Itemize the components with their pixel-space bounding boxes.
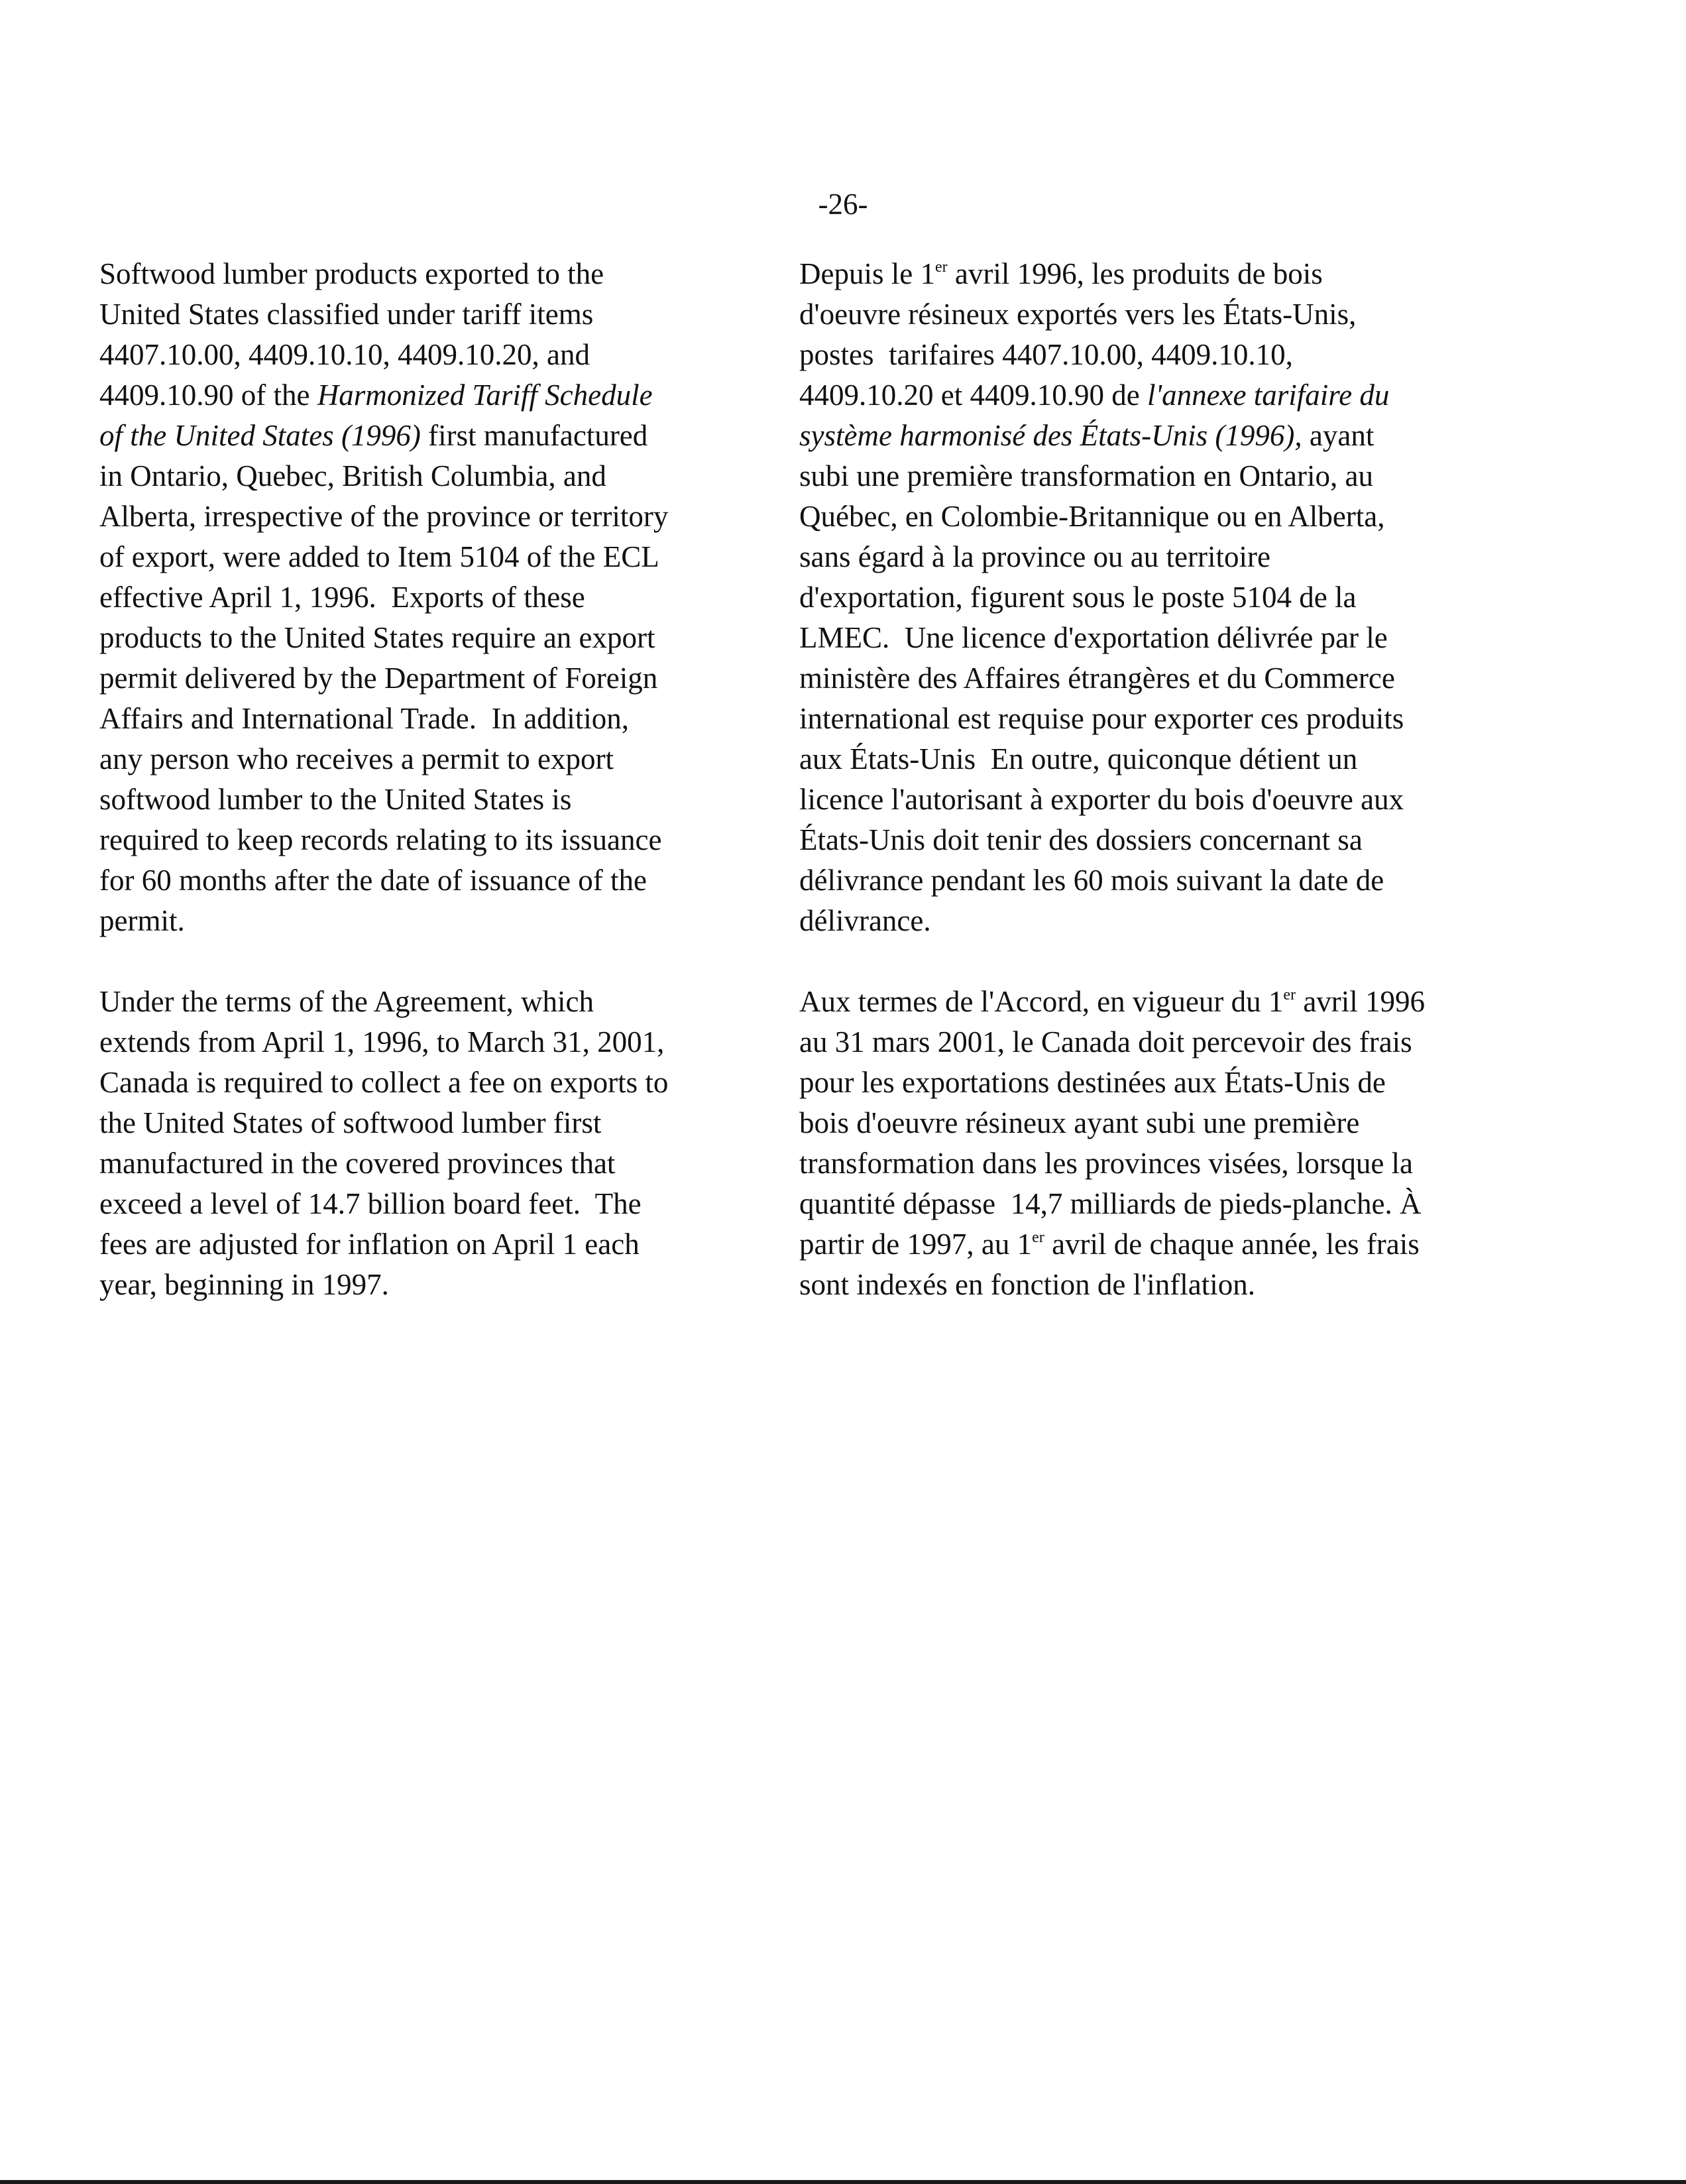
text-line [99, 1265, 749, 1305]
text-run: products to the United States require an export [99, 621, 655, 654]
ordinal-superscript: er [1032, 1229, 1044, 1246]
text-line [799, 335, 1508, 375]
text-line [799, 901, 1508, 941]
text-run: year, beginning in 1997. [99, 1268, 389, 1301]
text-line [799, 1022, 1508, 1063]
french-paragraph-permit [799, 254, 1508, 941]
text-run: bois d'oeuvre résineux ayant subi une première [799, 1106, 1360, 1139]
text-run: LMEC. Une licence d'exportation délivrée par le [799, 621, 1388, 654]
text-line [99, 739, 749, 779]
text-line [799, 860, 1508, 901]
text-line [799, 739, 1508, 779]
text-line [799, 982, 1508, 1022]
text-run: avril 1996 [1296, 985, 1426, 1018]
text-run: ayant [1302, 419, 1375, 452]
text-run: the United States of softwood lumber first [99, 1106, 602, 1139]
text-run: d'exportation, figurent sous le poste 5104 de la [799, 581, 1357, 614]
english-paragraph-agreement [99, 982, 749, 1305]
text-run: softwood lumber to the United States is [99, 783, 572, 816]
text-line [799, 456, 1508, 496]
text-run: États-Unis doit tenir des dossiers concernant sa [799, 823, 1363, 856]
text-run: of export, were added to Item 5104 of the ECL [99, 540, 659, 573]
italic-title: l'annexe tarifaire du [1147, 378, 1390, 412]
text-run: pour les exportations destinées aux États-Unis de [799, 1066, 1386, 1099]
text-line [99, 1063, 749, 1103]
text-line [799, 1224, 1508, 1265]
text-run: in Ontario, Quebec, British Columbia, and [99, 459, 606, 492]
text-line [799, 1103, 1508, 1143]
text-line [799, 820, 1508, 860]
text-run: permit delivered by the Department of Foreign [99, 661, 658, 695]
text-line [799, 496, 1508, 537]
text-run: partir de 1997, au 1 [799, 1228, 1033, 1261]
text-line [99, 779, 749, 820]
text-line [99, 375, 749, 416]
ordinal-superscript: er [934, 259, 948, 276]
text-run: for 60 months after the date of issuance of the [99, 864, 647, 897]
text-line [799, 1184, 1508, 1224]
text-line [799, 779, 1508, 820]
italic-title: système harmonisé des États-Unis (1996), [799, 419, 1302, 452]
ordinal-superscript: er [1283, 986, 1296, 1004]
text-line [99, 254, 749, 294]
text-run: avril 1996, les produits de bois [947, 257, 1323, 290]
text-line [799, 699, 1508, 739]
text-run: délivrance. [799, 904, 931, 937]
text-run: 4409.10.90 of the [99, 378, 317, 412]
text-line [99, 335, 749, 375]
text-line [799, 537, 1508, 577]
text-run: Aux termes de l'Accord, en vigueur du 1 [799, 985, 1284, 1018]
french-column [799, 254, 1508, 1305]
text-run: délivrance pendant les 60 mois suivant la date de [799, 864, 1384, 897]
text-line [799, 577, 1508, 618]
text-run: avril de chaque année, les frais [1044, 1228, 1420, 1261]
text-line [99, 860, 749, 901]
text-line [99, 1022, 749, 1063]
text-run: Depuis le 1 [799, 257, 935, 290]
text-line [799, 1265, 1508, 1305]
bottom-border-line [0, 2180, 1686, 2184]
text-line [799, 375, 1508, 416]
text-run: quantité dépasse 14,7 milliards de pieds-planche. À [799, 1187, 1422, 1220]
text-line [799, 658, 1508, 699]
italic-title: of the United States (1996) [99, 419, 421, 452]
text-run: Affairs and International Trade. In addition, [99, 702, 629, 735]
text-run: sont indexés en fonction de l'inflation. [799, 1268, 1255, 1301]
text-run: fees are adjusted for inflation on April 1 each [99, 1228, 640, 1261]
text-line [99, 496, 749, 537]
text-line [99, 577, 749, 618]
text-run: permit. [99, 904, 185, 937]
text-run: 4407.10.00, 4409.10.10, 4409.10.20, and [99, 338, 590, 371]
text-run: subi une première transformation en Ontario, au [799, 459, 1373, 492]
text-run: d'oeuvre résineux exportés vers les États-Unis, [799, 298, 1357, 331]
text-run: Québec, en Colombie-Britannique ou en Alberta, [799, 500, 1385, 533]
text-run: Canada is required to collect a fee on exports to [99, 1066, 669, 1099]
text-run: international est requise pour exporter ces produits [799, 702, 1404, 735]
english-column [99, 254, 749, 1305]
text-run: 4409.10.20 et 4409.10.90 de [799, 378, 1147, 412]
text-run: au 31 mars 2001, le Canada doit percevoir des frais [799, 1025, 1412, 1059]
text-line [99, 901, 749, 941]
english-paragraph-permit [99, 254, 749, 941]
text-line [99, 658, 749, 699]
text-run: required to keep records relating to its issuance [99, 823, 662, 856]
text-line [99, 416, 749, 456]
text-line [99, 699, 749, 739]
italic-title: Harmonized Tariff Schedule [317, 378, 653, 412]
text-run: transformation dans les provinces visées, lorsque la [799, 1147, 1414, 1180]
page-number: -26- [818, 188, 868, 221]
text-run: first manufactured [420, 419, 648, 452]
text-run: manufactured in the covered provinces that [99, 1147, 616, 1180]
text-line [799, 1063, 1508, 1103]
text-line [799, 294, 1508, 335]
text-line [99, 820, 749, 860]
text-run: sans égard à la province ou au territoire [799, 540, 1270, 573]
french-paragraph-agreement [799, 982, 1508, 1305]
text-line [99, 537, 749, 577]
text-line [799, 416, 1508, 456]
text-line [99, 294, 749, 335]
text-run: aux États-Unis En outre, quiconque détient un [799, 742, 1358, 776]
text-line [99, 1103, 749, 1143]
text-run: Under the terms of the Agreement, which [99, 985, 594, 1018]
text-run: Softwood lumber products exported to the [99, 257, 604, 290]
text-run: licence l'autorisant à exporter du bois d'oeuvre aux [799, 783, 1404, 816]
text-run: extends from April 1, 1996, to March 31, 2001, [99, 1025, 665, 1059]
text-line [99, 1184, 749, 1224]
text-line [99, 982, 749, 1022]
text-line [799, 1143, 1508, 1184]
text-line [799, 618, 1508, 658]
text-line [99, 1224, 749, 1265]
text-run: any person who receives a permit to export [99, 742, 614, 776]
text-run: effective April 1, 1996. Exports of these [99, 581, 585, 614]
text-run: postes tarifaires 4407.10.00, 4409.10.10, [799, 338, 1293, 371]
text-run: exceed a level of 14.7 billion board feet. The [99, 1187, 642, 1220]
text-run: United States classified under tariff items [99, 298, 594, 331]
text-line [799, 254, 1508, 294]
text-run: ministère des Affaires étrangères et du Commerce [799, 661, 1395, 695]
text-line [99, 1143, 749, 1184]
text-line [99, 456, 749, 496]
text-line [99, 618, 749, 658]
text-run: Alberta, irrespective of the province or territory [99, 500, 669, 533]
